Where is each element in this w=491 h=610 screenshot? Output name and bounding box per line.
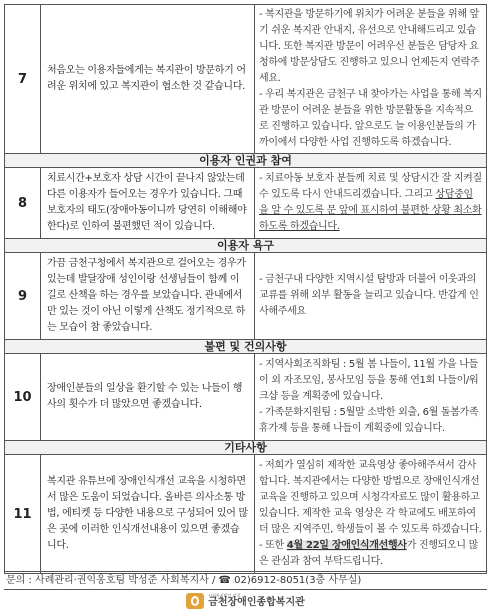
row-number: 11: [5, 455, 41, 574]
question-text: 복지관 유튜브에 장애인식개선 교육을 시청하면서 많은 도움이 되었습니다. 올바른 의사소통 방법, 에티켓 등 다양한 내용으로 구성되어 있어 많은 곳에 이러한 인식개선내용이 있으면 좋겠습니다.: [41, 455, 255, 574]
section-header: [5, 239, 487, 253]
answer-text: - 또한: [259, 540, 287, 551]
answer-cell: [255, 455, 487, 574]
section-header: [5, 340, 487, 354]
inquiry-line: 문의 : 사례관리·권익옹호팀 박성준 사회복지사 / ☎ 02)6912-8051(3층 사무실): [4, 571, 487, 590]
answer-text: - 가족문화지원팀 : 5월말 소박한 외출, 6월 돌봄가족 휴가제 등을 통해 나들이 계획중에 있습니다.: [259, 407, 479, 434]
table-row: [5, 253, 487, 340]
event-date-highlight: 4월 22일 장애인식개선행사: [286, 540, 407, 551]
answer-cell: [255, 253, 487, 340]
table-row: [5, 354, 487, 441]
table-row: [5, 168, 487, 239]
footer: [0, 592, 491, 610]
organization-name-block: [208, 594, 305, 608]
answer-text: - 우리 복지관은 금천구 내 찾아가는 사업을 통해 복지관 방문이 어려운 분들을 위한 방문활동을 지속적으로 진행하고 있습니다. 앞으로도 늘 이용인분들의 가까이에서 다양한 사업 진행하도록 하겠습니다.: [259, 89, 482, 148]
answer-text-line: [259, 538, 482, 570]
table-row: [5, 455, 487, 574]
answer-text: - 저희가 열심히 제작한 교육영상 좋아해주셔서 감사합니다. 복지관에서는 다양한 방법으로 장애인식개선교육을 진행하고 있으며 시청각자료도 많이 활용하고 있습니다. 제작한 교육 영상은 각 학교에도 배포하여 더 많은 지역주민, 학생들이 볼 수 있도록 하겠습니다.: [259, 460, 482, 535]
question-text: 가끔 금천구청에서 복지관으로 걸어오는 경우가 있는데 발달장애 성인이랑 선생님들이 함께 이 길로 산책을 하는 경우를 보았습니다. 관내에서만 있는 것이 아닌 이렇게 산책도 정기적으로 하는 모습이 참 좋았습니다.: [41, 253, 255, 340]
answer-text: - 치료아동 보호자 분들께 치료 및 상담시간 잘 지켜질 수 있도록 다시 안내드리겠습니다. 그리고: [259, 173, 482, 200]
row-number: 8: [5, 168, 41, 239]
feedback-table: [4, 4, 487, 574]
organization-name: 금천장애인종합복지관: [208, 597, 305, 608]
section-header: [5, 154, 487, 168]
row-number: 9: [5, 253, 41, 340]
organization-logo-icon: [186, 593, 204, 609]
answer-text: - 지역사회조직화팀 : 5월 봄 나들이, 11월 가을 나들이 외 자조모임, 봉사모임 등을 통해 연1회 나들이/워크샵 등을 계획중에 있습니다.: [259, 359, 479, 402]
section-title: 이용자 인권과 참여: [199, 153, 292, 167]
section-header: [5, 441, 487, 455]
row-number: 7: [5, 5, 41, 154]
organization-parent: 사회복지법인 성결: [208, 593, 241, 598]
question-text: 치료시간+보호자 상담 시간이 끝나지 않았는데 다른 이용자가 들어오는 경우가 있습니다. 그때 보호자의 태도(장애아동이니까 당연히 이해해야한다)로 인하여 불편했던 적이 있습니다.: [41, 168, 255, 239]
answer-cell: [255, 168, 487, 239]
question-text: 장애인분들의 일상을 환기할 수 있는 나들이 행사의 횟수가 더 많았으면 좋겠습니다.: [41, 354, 255, 441]
section-title: 불편 및 건의사항: [204, 339, 287, 353]
table-row: [5, 5, 487, 154]
question-text: 처음오는 이용자들에게는 복지관이 방문하기 어려운 위치에 있고 복지관이 협소한 것 같습니다.: [41, 5, 255, 154]
section-title: 기타사항: [224, 440, 267, 454]
answer-cell: [255, 5, 487, 154]
answer-text: 가 진행되오니 많은 관심과 참여 부탁드립니다.: [259, 540, 479, 567]
row-number: 10: [5, 354, 41, 441]
answer-text: - 복지관을 방문하기에 위치가 어려운 분들을 위해 앞기 쉬운 복지관 안내지, 유선으로 안내해드리고 있습니다. 또한 복지관 방문이 어려우신 분들은 담당자 요청하에 방문상담도 진행하고 있으니 언제든지 연락주세요.: [259, 9, 480, 84]
answer-text: - 금천구내 다양한 지역시설 탐방과 더불어 이웃과의 교류를 위해 외부 활동을 늘리고 있습니다. 반갑게 인사해주세요: [259, 274, 479, 317]
answer-underlined-text: 상담중임을 알 수 있도록 문 앞에 표시하여 불편한 상황 최소화 하도록 하겠습니다.: [259, 189, 482, 232]
section-title: 이용자 욕구: [217, 238, 274, 252]
answer-cell: [255, 354, 487, 441]
